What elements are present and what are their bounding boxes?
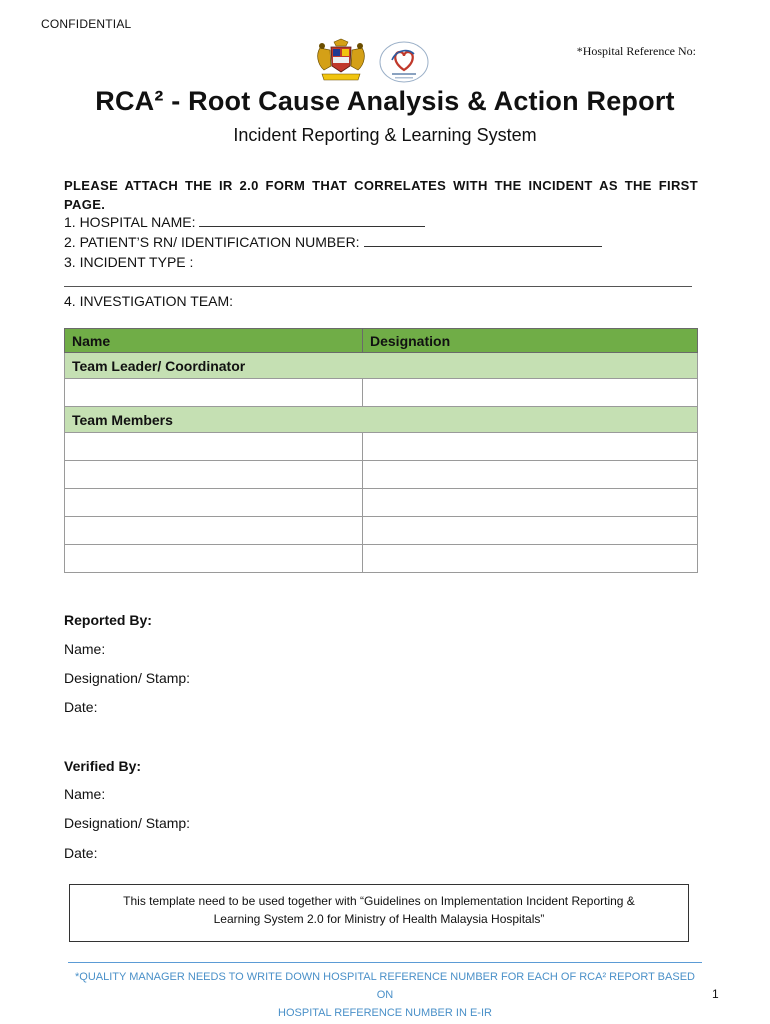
member-designation-cell[interactable] xyxy=(363,461,698,489)
footer-note-line1: *QUALITY MANAGER NEEDS TO WRITE DOWN HOSPITAL REFERENCE NUMBER FOR EACH OF RCA² REPORT BASED ON xyxy=(75,971,695,1001)
incident-type-input-line[interactable] xyxy=(64,286,692,287)
leader-section-label: Team Leader/ Coordinator xyxy=(65,353,698,379)
guidelines-note-line2: Learning System 2.0 for Ministry of Health Malaysia Hospitals” xyxy=(213,912,545,926)
member-name-cell[interactable] xyxy=(65,545,363,573)
verified-by-heading: Verified By: xyxy=(64,758,142,774)
page-number: 1 xyxy=(712,987,719,1001)
coat-of-arms-icon xyxy=(312,38,370,84)
table-row xyxy=(65,379,698,407)
footer-divider xyxy=(68,962,702,963)
member-designation-cell[interactable] xyxy=(363,517,698,545)
hospital-name-label: 1. HOSPITAL NAME: xyxy=(64,214,196,230)
column-header-designation: Designation xyxy=(363,329,698,353)
investigation-team-label: 4. INVESTIGATION TEAM: xyxy=(64,293,234,309)
patient-rn-label: 2. PATIENT’S RN/ IDENTIFICATION NUMBER: xyxy=(64,234,360,250)
member-name-cell[interactable] xyxy=(65,517,363,545)
hospital-name-field xyxy=(64,213,425,231)
guidelines-note-line1: This template need to be used together with “Guidelines on Implementation Incident Reporting & xyxy=(123,894,635,908)
attach-instruction-line1: PLEASE ATTACH THE IR 2.0 FORM THAT CORRELATES WITH THE INCIDENT AS THE FIRST xyxy=(64,178,698,193)
confidential-label: CONFIDENTIAL xyxy=(41,17,132,31)
table-row xyxy=(65,517,698,545)
report-title: RCA² - Root Cause Analysis & Action Report xyxy=(95,86,675,116)
leader-name-cell[interactable] xyxy=(65,379,363,407)
leader-section-row xyxy=(65,353,698,379)
member-designation-cell[interactable] xyxy=(363,433,698,461)
reported-by-date-label: Date: xyxy=(64,699,98,715)
table-row xyxy=(65,545,698,573)
member-name-cell[interactable] xyxy=(65,433,363,461)
verified-by-date-label: Date: xyxy=(64,845,98,861)
table-header-row xyxy=(65,329,698,353)
incident-type-label: 3. INCIDENT TYPE : xyxy=(64,254,194,270)
member-designation-cell[interactable] xyxy=(363,489,698,517)
patient-rn-input-line[interactable] xyxy=(364,234,602,247)
patient-rn-field xyxy=(64,233,602,251)
table-row xyxy=(65,489,698,517)
table-row xyxy=(65,461,698,489)
footer-note xyxy=(68,968,702,1022)
footer-note-line2: HOSPITAL REFERENCE NUMBER IN E-IR xyxy=(278,1007,492,1019)
reported-by-heading: Reported By: xyxy=(64,612,152,628)
table-row xyxy=(65,433,698,461)
report-subtitle: Incident Reporting & Learning System xyxy=(233,125,537,145)
reported-by-designation-label: Designation/ Stamp: xyxy=(64,670,191,686)
member-name-cell[interactable] xyxy=(65,461,363,489)
members-section-row xyxy=(65,407,698,433)
hospital-reference-label: *Hospital Reference No: xyxy=(576,44,696,58)
member-name-cell[interactable] xyxy=(65,489,363,517)
members-section-label: Team Members xyxy=(65,407,698,433)
reported-by-name-label: Name: xyxy=(64,641,106,657)
column-header-name: Name xyxy=(65,329,363,353)
leader-designation-cell[interactable] xyxy=(363,379,698,407)
attach-instruction-line2: PAGE. xyxy=(64,197,106,212)
investigation-team-table xyxy=(64,328,698,573)
verified-by-name-label: Name: xyxy=(64,786,106,802)
verified-by-designation-label: Designation/ Stamp: xyxy=(64,815,191,831)
hospital-name-input-line[interactable] xyxy=(199,214,425,227)
guidelines-note-box xyxy=(69,884,689,942)
heart-circle-logo-icon xyxy=(378,40,430,84)
member-designation-cell[interactable] xyxy=(363,545,698,573)
